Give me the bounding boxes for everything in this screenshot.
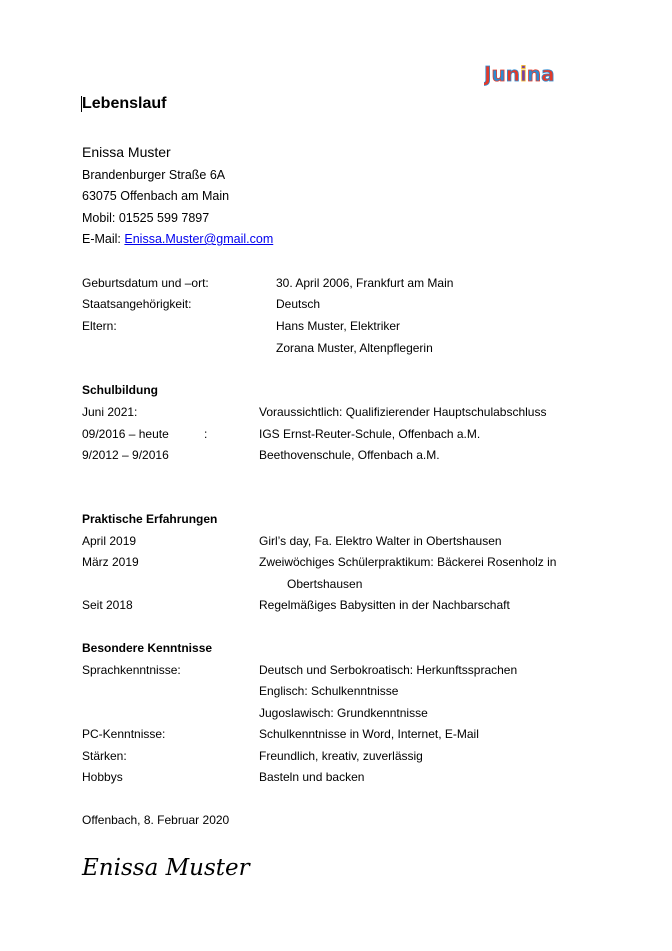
skill-value-language-2: Englisch: Schulkenntnisse [259,684,399,698]
praxis-label-1: April 2019 [82,534,137,548]
email-label: E-Mail: [82,232,121,246]
personal-value-father: Hans Muster, Elektriker [276,319,401,333]
junina-logo [484,62,596,86]
school-label-2: 09/2016 – heute [82,427,169,441]
skill-value-pc: Schulkenntnisse in Word, Internet, E-Mail [259,727,479,741]
school-colon-2: : [204,427,208,441]
page-title: Lebenslauf [82,95,167,112]
signature: Enissa Muster [82,855,250,881]
personal-value-birth: 30. April 2006, Frankfurt am Main [276,276,454,290]
mobile-number: Mobil: 01525 599 7897 [82,211,210,225]
address-city: 63075 Offenbach am Main [82,189,230,203]
section-heading-kenntnisse: Besondere Kenntnisse [82,641,213,655]
personal-value-mother: Zorana Muster, Altenpflegerin [276,341,433,355]
school-value-2: IGS Ernst-Reuter-Schule, Offenbach a.M. [259,427,481,441]
skill-value-hobbies: Basteln und backen [259,770,365,784]
praxis-value-1: Girl’s day, Fa. Elektro Walter in Obertshausen [259,534,502,548]
skill-value-strengths: Freundlich, kreativ, zuverlässig [259,749,423,763]
email-line [82,232,273,246]
logo-text: Junina [484,62,555,86]
praxis-value-2: Zweiwöchiges Schülerpraktikum: Bäckerei Rosenholz in [259,555,557,569]
address-street: Brandenburger Straße 6A [82,168,226,182]
skill-label-strengths: Stärken: [82,749,127,763]
skill-label-hobbies: Hobbys [82,770,123,784]
section-heading-schulbildung: Schulbildung [82,383,158,397]
school-value-1: Voraussichtlich: Qualifizierender Hauptschulabschluss [259,405,547,419]
personal-value-nationality: Deutsch [276,297,321,311]
school-value-3: Beethovenschule, Offenbach a.M. [259,448,440,462]
section-heading-praxis: Praktische Erfahrungen [82,512,218,526]
skill-value-language-3: Jugoslawisch: Grundkenntnisse [259,706,428,720]
praxis-value-3: Regelmäßiges Babysitten in der Nachbarschaft [259,598,510,612]
school-label-1: Juni 2021: [82,405,138,419]
skill-value-language-1: Deutsch und Serbokroatisch: Herkunftssprachen [259,663,518,677]
skill-label-languages: Sprachkenntnisse: [82,663,181,677]
email-link[interactable]: Enissa.Muster@gmail.com [124,232,274,246]
person-name: Enissa Muster [82,144,171,160]
school-label-3: 9/2012 – 9/2016 [82,448,169,462]
personal-label-birth: Geburtsdatum und –ort: [82,276,209,290]
place-date: Offenbach, 8. Februar 2020 [82,813,230,827]
personal-label-nationality: Staatsangehörigkeit: [82,297,192,311]
personal-label-parents: Eltern: [82,319,117,333]
praxis-label-2: März 2019 [82,555,139,569]
skill-label-pc: PC-Kenntnisse: [82,727,166,741]
praxis-label-3: Seit 2018 [82,598,133,612]
praxis-value-2-cont: Obertshausen [287,577,363,591]
